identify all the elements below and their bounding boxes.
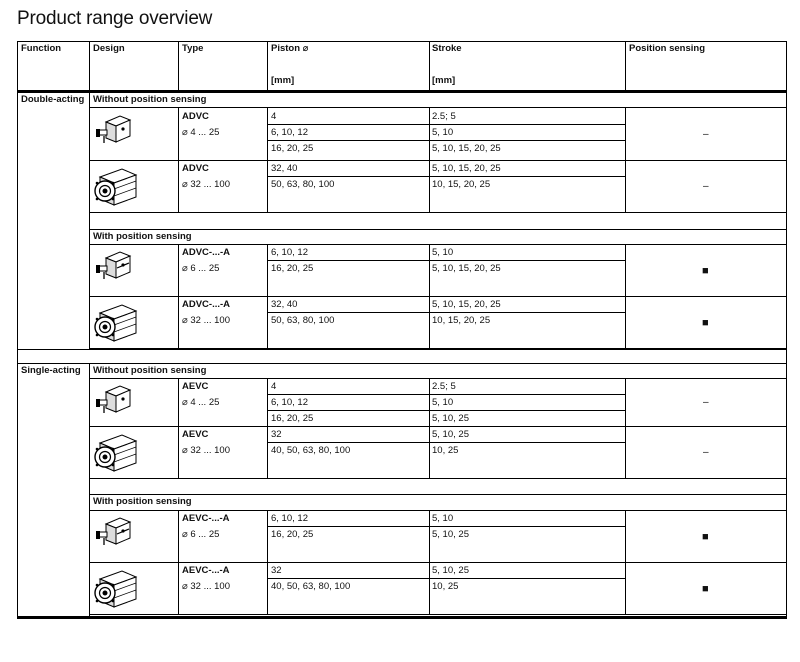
stroke-value: 5, 10	[432, 247, 454, 258]
table-right-rule	[786, 41, 787, 90]
group-label-rule	[89, 244, 786, 245]
type-diameter: ⌀ 6 ... 25	[182, 263, 220, 274]
stroke-value: 10, 15, 20, 25	[432, 315, 491, 326]
small-cylinder-sensing-icon	[94, 514, 132, 555]
row-bottom-rule	[89, 160, 786, 161]
row-column-rule	[178, 244, 179, 296]
piston-value: 40, 50, 63, 80, 100	[271, 445, 351, 456]
stroke-value: 5, 10	[432, 513, 454, 524]
row-column-rule	[178, 510, 179, 562]
position-sensing-yes: ■	[702, 317, 709, 329]
position-sensing-no: –	[703, 129, 709, 140]
table-right-rule	[786, 90, 787, 619]
row-column-rule	[429, 160, 430, 212]
row-column-rule	[267, 296, 268, 348]
type-diameter: ⌀ 6 ... 25	[182, 529, 220, 540]
row-column-rule	[625, 426, 626, 478]
stroke-value: 5, 10, 15, 20, 25	[432, 299, 501, 310]
piston-value: 32	[271, 565, 282, 576]
page-title: Product range overview	[17, 8, 213, 29]
piston-value: 16, 20, 25	[271, 263, 314, 274]
sub-row-rule	[267, 176, 625, 177]
row-column-rule	[429, 108, 430, 160]
row-bottom-rule	[89, 426, 786, 427]
row-column-rule	[267, 510, 268, 562]
header-column-rule	[625, 41, 626, 90]
row-column-rule	[625, 296, 626, 348]
sub-row-rule	[267, 394, 625, 395]
type-name: ADVC-...-A	[182, 299, 231, 310]
piston-value: 16, 20, 25	[271, 529, 314, 540]
piston-value: 50, 63, 80, 100	[271, 315, 335, 326]
group-label-rule	[89, 107, 786, 108]
group-gap-rule	[89, 494, 786, 495]
type-diameter: ⌀ 4 ... 25	[182, 127, 220, 138]
type-name: AEVC-...-A	[182, 513, 230, 524]
header-column-rule	[429, 41, 430, 90]
header-column-rule	[267, 41, 268, 90]
piston-value: 4	[271, 111, 277, 122]
row-column-rule	[267, 244, 268, 296]
group-label-rule	[89, 378, 786, 379]
position-sensing-yes: ■	[702, 265, 709, 277]
type-diameter: ⌀ 32 ... 100	[182, 315, 230, 326]
stroke-value: 5, 10	[432, 127, 454, 138]
header-stroke-unit: [mm]	[432, 75, 456, 86]
group-label: Without position sensing	[93, 94, 207, 105]
piston-value: 32	[271, 429, 282, 440]
large-cylinder-icon	[92, 429, 138, 480]
position-sensing-no: –	[703, 397, 709, 408]
type-name: ADVC	[182, 163, 209, 174]
row-column-rule	[429, 244, 430, 296]
row-bottom-rule	[89, 614, 786, 615]
header-design: Design	[93, 43, 125, 54]
sub-row-rule	[267, 526, 625, 527]
stroke-value: 2.5; 5	[432, 111, 456, 122]
table-left-rule	[17, 90, 18, 619]
piston-value: 6, 10, 12	[271, 513, 308, 524]
piston-value: 4	[271, 381, 277, 392]
piston-value: 32, 40	[271, 163, 298, 174]
group-label: With position sensing	[93, 231, 192, 242]
sub-row-rule	[267, 578, 625, 579]
stroke-value: 5, 10, 25	[432, 565, 469, 576]
type-name: AEVC	[182, 429, 209, 440]
sub-row-rule	[267, 312, 625, 313]
group-gap-rule	[89, 229, 786, 230]
position-sensing-no: –	[703, 181, 709, 192]
type-diameter: ⌀ 32 ... 100	[182, 581, 230, 592]
header-piston: Piston ⌀	[271, 43, 309, 54]
row-bottom-rule	[89, 296, 786, 297]
piston-value: 40, 50, 63, 80, 100	[271, 581, 351, 592]
row-column-rule	[625, 378, 626, 426]
row-bottom-rule	[89, 562, 786, 563]
type-name: ADVC	[182, 111, 209, 122]
piston-value: 6, 10, 12	[271, 127, 308, 138]
row-column-rule	[267, 562, 268, 614]
row-column-rule	[625, 562, 626, 614]
stroke-value: 2.5; 5	[432, 381, 456, 392]
type-name: AEVC-...-A	[182, 565, 230, 576]
group-label: Without position sensing	[93, 365, 207, 376]
sub-row-rule	[267, 140, 625, 141]
table-left-rule	[17, 41, 18, 90]
large-cylinder-icon	[92, 163, 138, 214]
row-column-rule	[178, 562, 179, 614]
row-column-rule	[429, 378, 430, 426]
sub-row-rule	[267, 410, 625, 411]
position-sensing-yes: ■	[702, 583, 709, 595]
stroke-value: 10, 25	[432, 445, 459, 456]
type-diameter: ⌀ 4 ... 25	[182, 397, 220, 408]
small-cylinder-icon	[94, 382, 132, 423]
stroke-value: 5, 10, 15, 20, 25	[432, 263, 501, 274]
stroke-value: 5, 10	[432, 397, 454, 408]
row-column-rule	[267, 108, 268, 160]
row-column-rule	[267, 160, 268, 212]
header-function: Function	[21, 43, 62, 54]
row-column-rule	[429, 296, 430, 348]
group-label: With position sensing	[93, 496, 192, 507]
piston-value: 50, 63, 80, 100	[271, 179, 335, 190]
position-sensing-yes: ■	[702, 531, 709, 543]
type-diameter: ⌀ 32 ... 100	[182, 445, 230, 456]
row-column-rule	[429, 562, 430, 614]
header-bottom-rule	[17, 90, 786, 93]
small-cylinder-icon	[94, 112, 132, 153]
type-name: ADVC-...-A	[182, 247, 231, 258]
piston-value: 32, 40	[271, 299, 298, 310]
sub-row-rule	[267, 260, 625, 261]
stroke-value: 5, 10, 25	[432, 429, 469, 440]
header-column-rule	[89, 41, 90, 90]
row-column-rule	[625, 108, 626, 160]
stroke-value: 5, 10, 15, 20, 25	[432, 143, 501, 154]
table-bottom-rule	[17, 616, 786, 619]
row-column-rule	[267, 426, 268, 478]
design-column-rule	[89, 364, 90, 618]
type-name: AEVC	[182, 381, 209, 392]
piston-value: 16, 20, 25	[271, 413, 314, 424]
row-column-rule	[429, 426, 430, 478]
row-column-rule	[178, 160, 179, 212]
row-column-rule	[178, 378, 179, 426]
header-position-sensing: Position sensing	[629, 43, 706, 54]
piston-value: 6, 10, 12	[271, 397, 308, 408]
type-diameter: ⌀ 32 ... 100	[182, 179, 230, 190]
section-separator-rule	[17, 363, 786, 364]
row-column-rule	[178, 296, 179, 348]
table-top-rule	[17, 41, 786, 42]
stroke-value: 10, 25	[432, 581, 459, 592]
section-bottom-rule	[17, 349, 786, 350]
piston-value: 16, 20, 25	[271, 143, 314, 154]
stroke-value: 10, 15, 20, 25	[432, 179, 491, 190]
row-bottom-rule	[89, 212, 786, 213]
row-column-rule	[625, 160, 626, 212]
large-cylinder-icon	[92, 299, 138, 350]
stroke-value: 5, 10, 15, 20, 25	[432, 163, 501, 174]
row-column-rule	[429, 510, 430, 562]
header-piston-unit: [mm]	[271, 75, 295, 86]
large-cylinder-icon	[92, 565, 138, 616]
row-column-rule	[625, 244, 626, 296]
row-column-rule	[178, 108, 179, 160]
row-bottom-rule	[89, 478, 786, 479]
header-type: Type	[182, 43, 204, 54]
row-column-rule	[178, 426, 179, 478]
function-label: Single-acting	[21, 365, 81, 376]
stroke-value: 5, 10, 25	[432, 413, 469, 424]
stroke-value: 5, 10, 25	[432, 529, 469, 540]
position-sensing-no: –	[703, 447, 709, 458]
row-column-rule	[267, 378, 268, 426]
function-label: Double-acting	[21, 94, 85, 105]
sub-row-rule	[267, 442, 625, 443]
small-cylinder-sensing-icon	[94, 248, 132, 289]
sub-row-rule	[267, 124, 625, 125]
group-label-rule	[89, 510, 786, 511]
piston-value: 6, 10, 12	[271, 247, 308, 258]
design-column-rule	[89, 93, 90, 349]
header-stroke: Stroke	[432, 43, 462, 54]
row-column-rule	[625, 510, 626, 562]
header-column-rule	[178, 41, 179, 90]
